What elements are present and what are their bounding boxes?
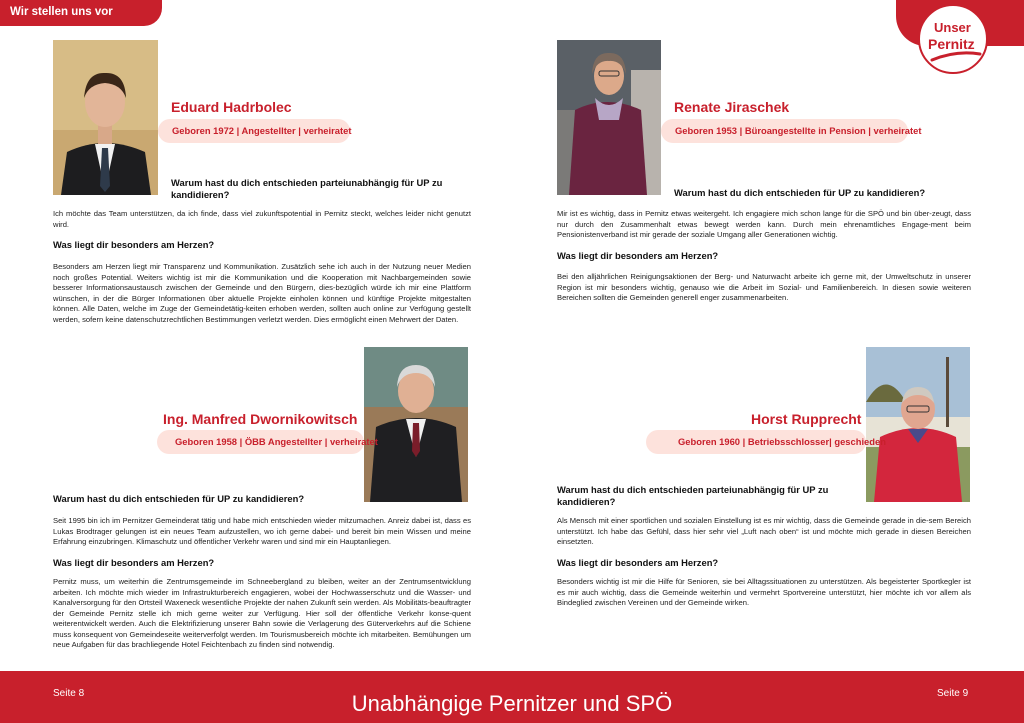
person-1-question-1: Warum hast du dich entschieden parteiunabhängig für UP zu kandidieren? [171,177,443,200]
person-4-question-1: Warum hast du dich entschieden parteiunabhängig für UP zu kandidieren? [557,484,829,507]
portrait-photo-2 [557,40,661,195]
swoosh-icon [930,50,982,64]
logo [896,0,1024,80]
person-2-question-2: Was liegt dir besonders am Herzen? [557,250,719,261]
person-3-name: Ing. Manfred Dwornikowitsch [163,411,358,427]
portrait-photo-1 [53,40,158,195]
person-1-answer-2: Besonders am Herzen liegt mir Transparenz und Kommunikation. Zusätzlich sehe ich auch in der Nutzung neuer Medien noch großes Potential. Weiters wichtig ist mir die Kommunikation und die Kooperation mit Nachbargemeinden sowie besserer Informationsaustausch zwischen der Gemeinde und den Bürgern, dies-bezüglich würde ich mir eine Plattform wünschen, in der die Bürger Informationen über aktuelle Projekte einholen können und künftige Projekte mitgestalten können. Alle Daten, welche im Zuge der Gemeindetätig-keiten erhoben werden, sollten auch online zur Verfügung gestellt werden, sofern keine datenschutzrechtlichen Bestimmungen verletzt werden. Dies ermöglicht einen Mehrwert der Daten. [53,262,471,324]
page-number-right: Seite 9 [937,688,969,699]
logo-text-2: Pernitz [928,36,975,52]
person-2-question-1: Warum hast du dich entschieden für UP zu kandidieren? [674,187,926,198]
person-2-name: Renate Jiraschek [674,99,790,115]
section-tag-text: Wir stellen uns vor [10,6,113,18]
footer-band [0,671,1024,723]
logo-circle [918,4,988,74]
person-2-answer-1: Mir ist es wichtig, dass in Pernitz etwas weitergeht. Ich engagiere mich schon lange für die SPÖ und bin über-zeugt, dass nur durch den Zusammenhalt etwas bewegt werden kann. Durch mein ehrenamtliches Engage-ment beim Pensionistenverband ist mir gerade der soziale Umgang aller Generationen wichtig. [557,209,971,239]
person-3-answer-2: Pernitz muss, um weiterhin die Zentrumsgemeinde im Schneebergland zu bleiben, weiter an der Zentrumsentwicklung arbeiten. Ich möchte mich wieder im Infrastrukturbereich engagieren, wobei der Hochwasserschutz und die Wasser- und Kanalversorgung für den Ortsteil Waxeneck wesentliche Projekte der nahen Zukunft sein werden. Als Mobilitäts-beauftragter der Gemeinde Pernitz stelle ich mich gerne weiter zur Verfügung. Hier soll der öffentliche Verkehr konse-quent weiterentwickelt werden. Auch die Elektrifizierung unserer Bahn sowie die Verlagerung des Güterverkehrs auf die Schiene muss konsequent von Gemeindeseite weiterverfolgt werden. Im Tourismusbereich möchte ich mitarbeiten. Bemühungen um neue Aufgaben für das brachliegende Hotel Feichtenbach zu finden sind notwendig. [53,577,471,649]
person-4-question-2: Was liegt dir besonders am Herzen? [557,557,719,568]
person-3-question-1: Warum hast du dich entschieden für UP zu kandidieren? [53,493,305,504]
person-3-question-2: Was liegt dir besonders am Herzen? [53,557,215,568]
person-4-answer-2: Besonders wichtig ist mir die Hilfe für Senioren, sie bei Alltagssituationen zu unterstützen. Als begeisterter Sportkegler ist es mir auch wichtig, dass die Gemeinde weiterhin und vermehrt Sportvereine unterstützt, hier möchte ich vor allem als Bindeglied zwischen Vereinen und der Gemeinde wirken. [557,577,971,607]
portrait-photo-4 [866,347,970,502]
person-3-answer-1: Seit 1995 bin ich im Pernitzer Gemeinderat tätig und habe mich entschieden wieder mitzumachen. Anreiz dabei ist, dass es Lukas Brodtrager gelungen ist ein neues Team aufzustellen, wo ich gerne dabei- und bereit bin mein Wissen und meine Erfahrung einzubringen. Klimaschutz und öffentlicher Verkehr waren und sind mir ein Hauptanliegen. [53,516,471,546]
person-2-answer-2: Bei den alljährlichen Reinigungsaktionen der Berg- und Naturwacht arbeite ich gerne mit, der Umweltschutz in unserer Region ist mir besonders wichtig, genauso wie die Arbeit im Sozial- und Familienbereich. In diesen sowie weiteren Bereichen sollten die Gemeinden generell enger zusammenarbeiten. [557,272,971,302]
page-number-left: Seite 8 [53,688,85,699]
section-tag [0,0,162,26]
person-1-question-2: Was liegt dir besonders am Herzen? [53,239,215,250]
person-1-info-badge: Geboren 1972 | Angestellter | verheiratet [158,119,350,143]
logo-text-1: Unser [934,20,971,35]
footer-title: Unabhängige Pernitzer und SPÖ [351,691,673,716]
portrait-photo-3 [364,347,468,502]
person-1-answer-1: Ich möchte das Team unterstützen, da ich finde, dass viel zukunftspotential in Pernitz steckt, welches leider nicht genutzt wird. [53,209,471,229]
person-3-info-badge: Geboren 1958 | ÖBB Angestellter | verheiratet [157,430,364,454]
person-2-info-badge: Geboren 1953 | Büroangestellte in Pension | verheiratet [661,119,908,143]
person-1-name: Eduard Hadrbolec [171,99,292,115]
person-4-answer-1: Als Mensch mit einer sportlichen und sozialen Einstellung ist es mir wichtig, dass die Gemeinde gerade in die-sem Bereich unterstützt. Ich habe das Gefühl, dass hier sehr viel „Luft nach oben“ ist und möchte mich gerade in diesen Bereichen einsetzten. [557,516,971,546]
person-4-name: Horst Rupprecht [751,411,862,427]
person-4-info-badge: Geboren 1960 | Betriebsschlosser| geschieden [646,430,866,454]
